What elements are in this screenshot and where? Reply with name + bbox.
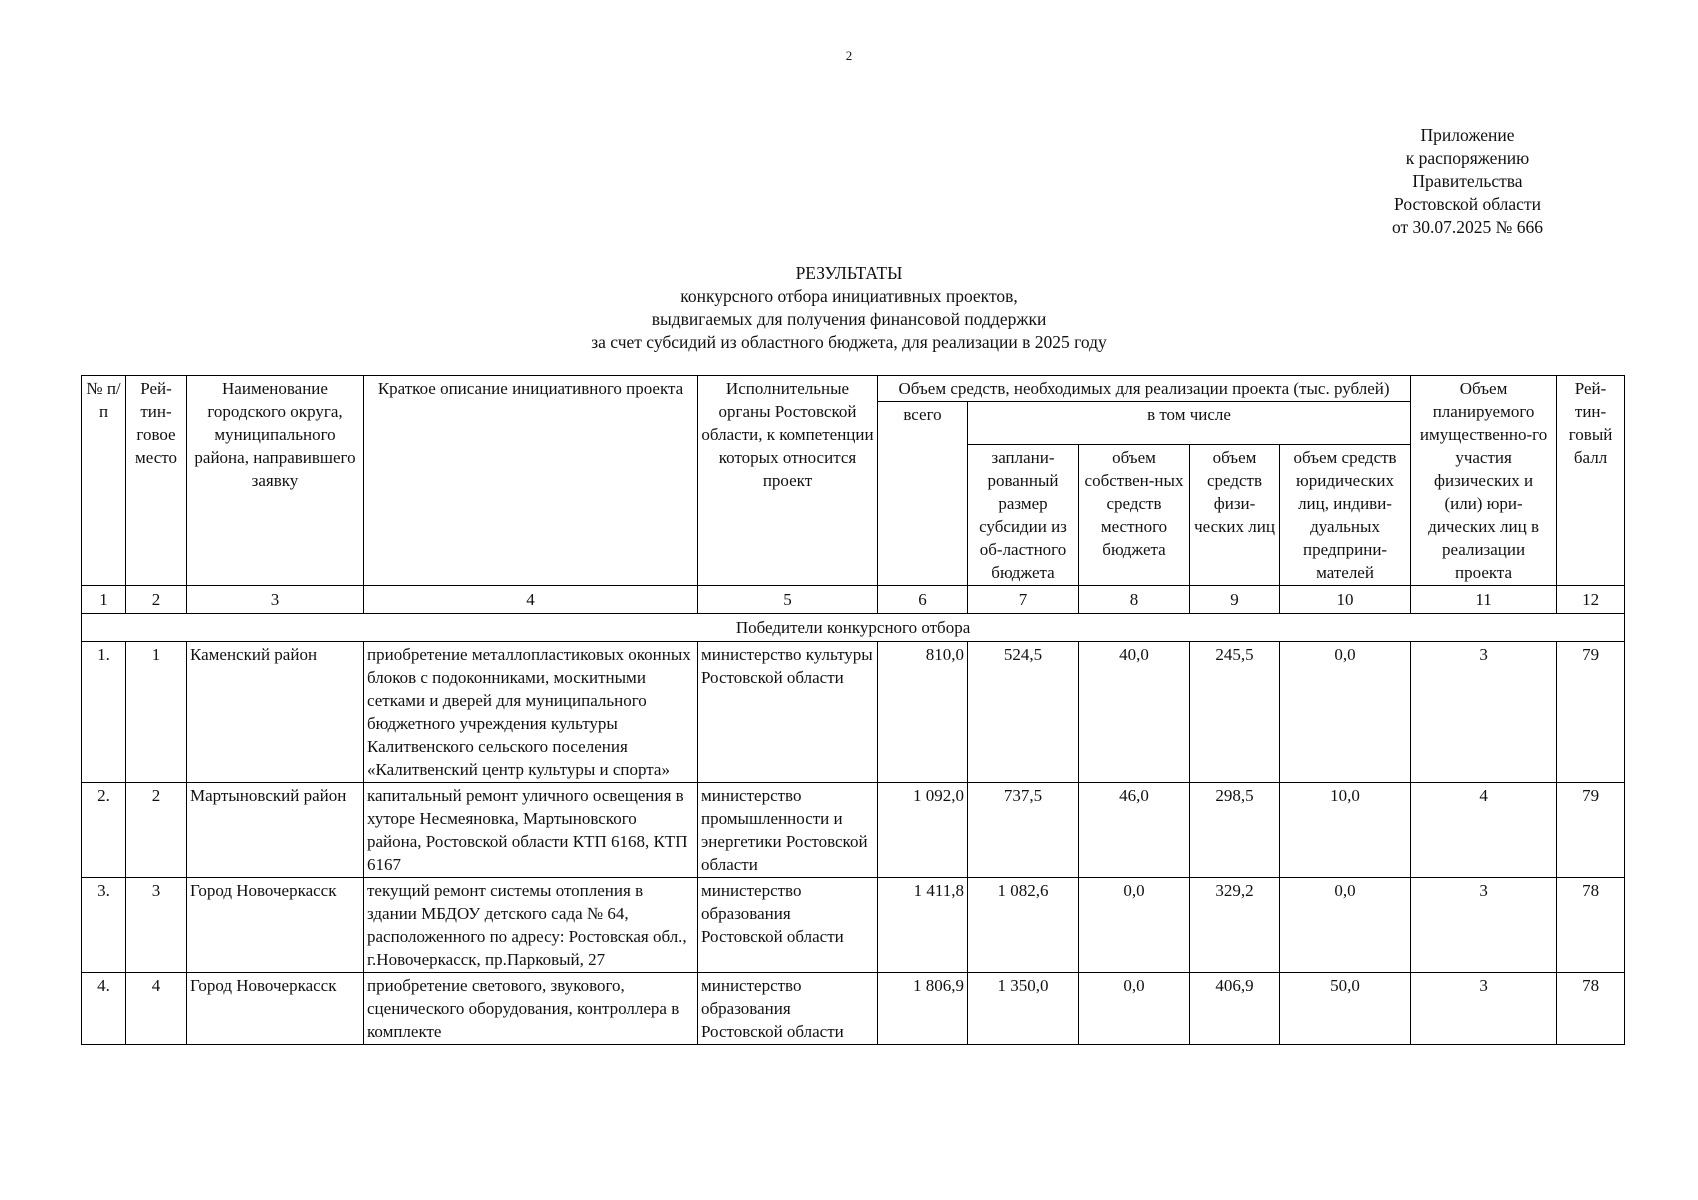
column-number: 9: [1190, 586, 1280, 614]
results-table: [81, 375, 1625, 1045]
cell-individuals: 406,9: [1190, 973, 1280, 1045]
table-row: [82, 878, 1625, 973]
cell-rank: 2: [126, 783, 187, 878]
header-legal: объем средств юридических лиц, индиви-дуальных предприни-мателей: [1280, 445, 1411, 586]
header-funds-group: Объем средств, необходимых для реализации проекта (тыс. рублей): [878, 376, 1411, 402]
cell-rank: 4: [126, 973, 187, 1045]
column-number: 12: [1557, 586, 1625, 614]
header-authority: Исполнительные органы Ростовской области, к компетенции которых относится проект: [698, 376, 878, 586]
cell-total: 1 092,0: [878, 783, 968, 878]
header-individuals: объем средств физи-ческих лиц: [1190, 445, 1280, 586]
header-score: Рей-тин-говый балл: [1557, 376, 1625, 586]
cell-property: 3: [1411, 642, 1557, 783]
column-number: 3: [187, 586, 364, 614]
cell-total: 1 411,8: [878, 878, 968, 973]
column-number: 5: [698, 586, 878, 614]
cell-description: приобретение светового, звукового, сценического оборудования, контроллера в комплекте: [364, 973, 698, 1045]
title-line: конкурсного отбора инициативных проектов,: [680, 286, 1018, 306]
cell-score: 78: [1557, 878, 1625, 973]
column-number: 8: [1079, 586, 1190, 614]
cell-legal: 10,0: [1280, 783, 1411, 878]
column-number: 1: [82, 586, 126, 614]
cell-num: 4.: [82, 973, 126, 1045]
cell-authority: министерство образования Ростовской области: [698, 878, 878, 973]
cell-property: 3: [1411, 973, 1557, 1045]
title-line: за счет субсидий из областного бюджета, для реализации в 2025 году: [591, 332, 1107, 352]
cell-description: текущий ремонт системы отопления в здании МБДОУ детского сада № 64, расположенного по адресу: Ростовская обл., г.Новочеркасск, пр.Парковый, 27: [364, 878, 698, 973]
cell-num: 2.: [82, 783, 126, 878]
cell-subsidy: 1 082,6: [968, 878, 1079, 973]
cell-total: 1 806,9: [878, 973, 968, 1045]
cell-local: 46,0: [1079, 783, 1190, 878]
appendix-line: Ростовской области: [1394, 194, 1541, 214]
cell-subsidy: 737,5: [968, 783, 1079, 878]
section-title: Победители конкурсного отбора: [82, 614, 1625, 642]
cell-description: приобретение металлопластиковых оконных блоков с подоконниками, москитными сетками и дверей для муниципального бюджетного учреждения культуры Калитвенского сельского поселения «Калитвенский центр культуры и спорта»: [364, 642, 698, 783]
cell-individuals: 298,5: [1190, 783, 1280, 878]
column-number: 11: [1411, 586, 1557, 614]
document-title: [0, 262, 1698, 354]
table-row: [82, 642, 1625, 783]
header-rank: Рей-тин-говое место: [126, 376, 187, 586]
table-row: [82, 973, 1625, 1045]
column-number: 10: [1280, 586, 1411, 614]
cell-total: 810,0: [878, 642, 968, 783]
title-line: выдвигаемых для получения финансовой поддержки: [651, 309, 1047, 329]
header-total: всего: [878, 402, 968, 586]
column-number: 2: [126, 586, 187, 614]
table-row: [82, 783, 1625, 878]
cell-municipality: Город Новочеркасск: [187, 878, 364, 973]
cell-local: 40,0: [1079, 642, 1190, 783]
cell-authority: министерство образования Ростовской области: [698, 973, 878, 1045]
page-number: 2: [845, 48, 853, 63]
appendix-line: к распоряжению: [1405, 148, 1530, 168]
header-subsidy: заплани-рованный размер субсидии из об-ластного бюджета: [968, 445, 1079, 586]
header-local: объем собствен-ных средств местного бюджета: [1079, 445, 1190, 586]
title-heading: РЕЗУЛЬТАТЫ: [795, 263, 903, 283]
cell-local: 0,0: [1079, 973, 1190, 1045]
cell-authority: министерство промышленности и энергетики Ростовской области: [698, 783, 878, 878]
cell-score: 79: [1557, 783, 1625, 878]
cell-subsidy: 524,5: [968, 642, 1079, 783]
header-including: в том числе: [968, 402, 1411, 445]
cell-score: 78: [1557, 973, 1625, 1045]
cell-subsidy: 1 350,0: [968, 973, 1079, 1045]
cell-municipality: Город Новочеркасск: [187, 973, 364, 1045]
appendix-line: Правительства: [1412, 171, 1523, 191]
cell-description: капитальный ремонт уличного освещения в хуторе Несмеяновка, Мартыновского района, Ростовской области КТП 6168, КТП 6167: [364, 783, 698, 878]
cell-num: 1.: [82, 642, 126, 783]
appendix-block: [1392, 124, 1543, 239]
cell-legal: 0,0: [1280, 642, 1411, 783]
header-municipality: Наименование городского округа, муниципального района, направившего заявку: [187, 376, 364, 586]
cell-score: 79: [1557, 642, 1625, 783]
cell-municipality: Мартыновский район: [187, 783, 364, 878]
cell-rank: 3: [126, 878, 187, 973]
header-description: Краткое описание инициативного проекта: [364, 376, 698, 586]
cell-rank: 1: [126, 642, 187, 783]
cell-local: 0,0: [1079, 878, 1190, 973]
cell-legal: 0,0: [1280, 878, 1411, 973]
cell-individuals: 329,2: [1190, 878, 1280, 973]
header-num: № п/п: [82, 376, 126, 586]
cell-authority: министерство культуры Ростовской области: [698, 642, 878, 783]
appendix-line: от 30.07.2025 № 666: [1392, 217, 1543, 237]
column-number: 6: [878, 586, 968, 614]
cell-legal: 50,0: [1280, 973, 1411, 1045]
column-number: 7: [968, 586, 1079, 614]
cell-num: 3.: [82, 878, 126, 973]
column-numbers-row: [82, 586, 1625, 614]
cell-municipality: Каменский район: [187, 642, 364, 783]
column-number: 4: [364, 586, 698, 614]
appendix-line: Приложение: [1420, 125, 1515, 145]
cell-property: 3: [1411, 878, 1557, 973]
header-property: Объем планируемого имущественно-го участия физических и (или) юри-дических лиц в реализации проекта: [1411, 376, 1557, 586]
section-row: [82, 614, 1625, 642]
cell-property: 4: [1411, 783, 1557, 878]
cell-individuals: 245,5: [1190, 642, 1280, 783]
